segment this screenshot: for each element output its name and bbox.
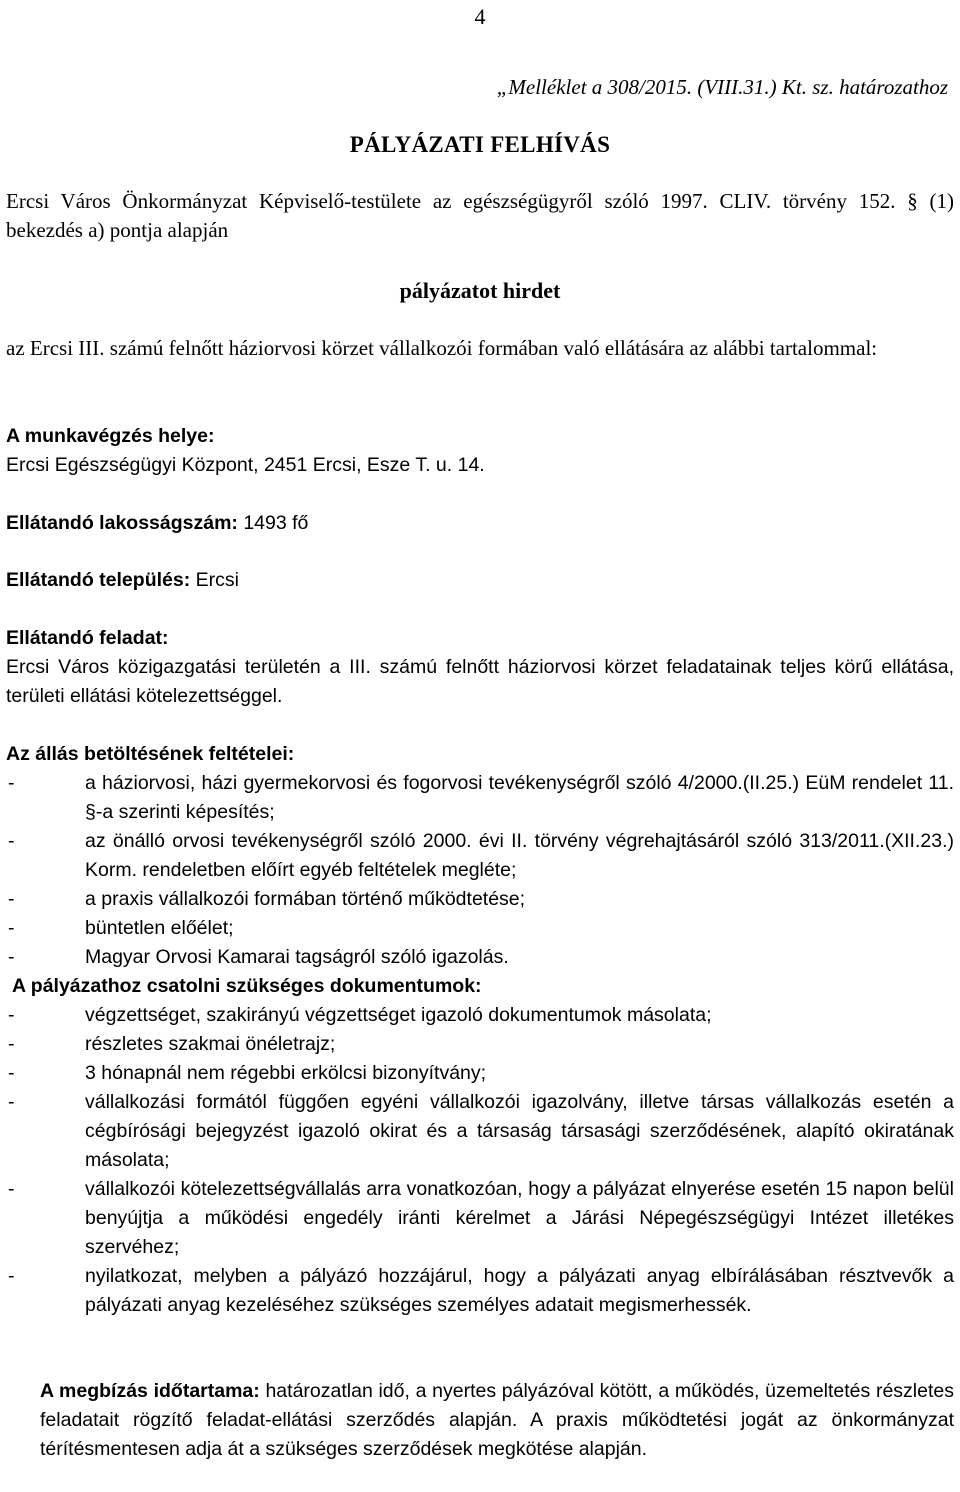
dash-bullet: - <box>8 917 15 939</box>
subject-paragraph: az Ercsi III. számú felnőtt háziorvosi körzet vállalkozói formában való ellátására az alábbi tartalommal: <box>6 336 878 360</box>
conditions-item: - a háziorvosi, házi gyermekorvosi és fogorvosi tevékenységről szóló 4/2000.(II.25.) EüM rendelet 11. §-a szerinti képesítés; <box>6 769 954 827</box>
duration-section <box>40 1377 954 1464</box>
documents-item: - részletes szakmai önéletrajz; <box>6 1030 954 1059</box>
conditions-item: - a praxis vállalkozói formában történő működtetése; <box>6 885 954 914</box>
workplace-label: A munkavégzés helye: <box>6 425 215 447</box>
dash-bullet: - <box>8 772 15 794</box>
population-section <box>6 509 954 538</box>
dash-bullet: - <box>8 1033 15 1055</box>
task-label: Ellátandó feladat: <box>6 627 169 649</box>
conditions-list <box>6 769 954 972</box>
documents-item: - 3 hónapnál nem régebbi erkölcsi bizonyítvány; <box>6 1059 954 1088</box>
documents-label: A pályázathoz csatolni szükséges dokumentumok: <box>12 975 482 997</box>
dash-bullet: - <box>8 830 15 852</box>
document-title: PÁLYÁZATI FELHÍVÁS <box>349 132 611 157</box>
duration-value: határozatlan idő, a nyertes pályázóval kötött, a működés, üzemeltetés részletes feladatait rögzítő feladat-ellátási szerződés alapján. A praxis működtetési jogát az önkormányzat térítésmentesen adja át a szükséges szerződések megkötése alapján. <box>40 1380 954 1460</box>
dash-bullet: - <box>8 1178 15 1200</box>
conditions-item: - büntetlen előélet; <box>6 914 954 943</box>
duration-label: A megbízás időtartama: <box>40 1380 260 1402</box>
workplace-section <box>6 422 954 480</box>
task-section <box>6 624 954 711</box>
announce-heading: pályázatot hirdet <box>399 278 561 303</box>
population-label: Ellátandó lakosságszám: <box>6 512 238 534</box>
page-number: 4 <box>474 4 486 29</box>
intro-paragraph: Ercsi Város Önkormányzat Képviselő-testülete az egészségügyről szóló 1997. CLIV. törvény 152. § (1) bekezdés a) pontja alapján <box>6 189 954 242</box>
documents-section <box>6 972 954 1320</box>
documents-item: - nyilatkozat, melyben a pályázó hozzájárul, hogy a pályázati anyag elbírálásában résztvevők a pályázati anyag kezeléséhez szükséges személyes adatait megismerhessék. <box>6 1262 954 1320</box>
annex-reference: „Melléklet a 308/2015. (VIII.31.) Kt. sz. határozathoz <box>496 75 948 99</box>
dash-bullet: - <box>8 888 15 910</box>
population-value: 1493 fő <box>237 512 309 534</box>
documents-item: - végzettséget, szakirányú végzettséget igazoló dokumentumok másolata; <box>6 1001 954 1030</box>
task-value: Ercsi Város közigazgatási területén a III. számú felnőtt háziorvosi körzet feladatainak teljes körű ellátása, területi ellátási kötelezettséggel. <box>6 656 954 707</box>
documents-list <box>6 1001 954 1320</box>
workplace-value: Ercsi Egészségügyi Központ, 2451 Ercsi, Esze T. u. 14. <box>6 454 485 476</box>
documents-item: - vállalkozói kötelezettségvállalás arra vonatkozóan, hogy a pályázat elnyerése esetén 15 napon belül benyújtja a működési engedély iránti kérelmet a Járási Népegészségügyi Intézet illetékes szervéhez; <box>6 1175 954 1262</box>
dash-bullet: - <box>8 1062 15 1084</box>
conditions-label: Az állás betöltésének feltételei: <box>6 743 295 765</box>
conditions-section <box>6 740 954 972</box>
conditions-item: - az önálló orvosi tevékenységről szóló 2000. évi II. törvény végrehajtásáról szóló 313/2011.(XII.23.) Korm. rendeletben előírt egyéb feltételek megléte; <box>6 827 954 885</box>
settlement-section <box>6 566 954 595</box>
dash-bullet: - <box>8 1091 15 1113</box>
documents-item: - vállalkozási formától függően egyéni vállalkozói igazolvány, illetve társas vállalkozás esetén a cégbírósági bejegyzést igazoló okirat és a társaság társasági szerződésének, alapító okiratának másolata; <box>6 1088 954 1175</box>
dash-bullet: - <box>8 1265 15 1287</box>
settlement-label: Ellátandó település: <box>6 569 191 591</box>
conditions-item: - Magyar Orvosi Kamarai tagságról szóló igazolás. <box>6 943 954 972</box>
dash-bullet: - <box>8 946 15 968</box>
settlement-value: Ercsi <box>190 569 239 591</box>
dash-bullet: - <box>8 1004 15 1026</box>
